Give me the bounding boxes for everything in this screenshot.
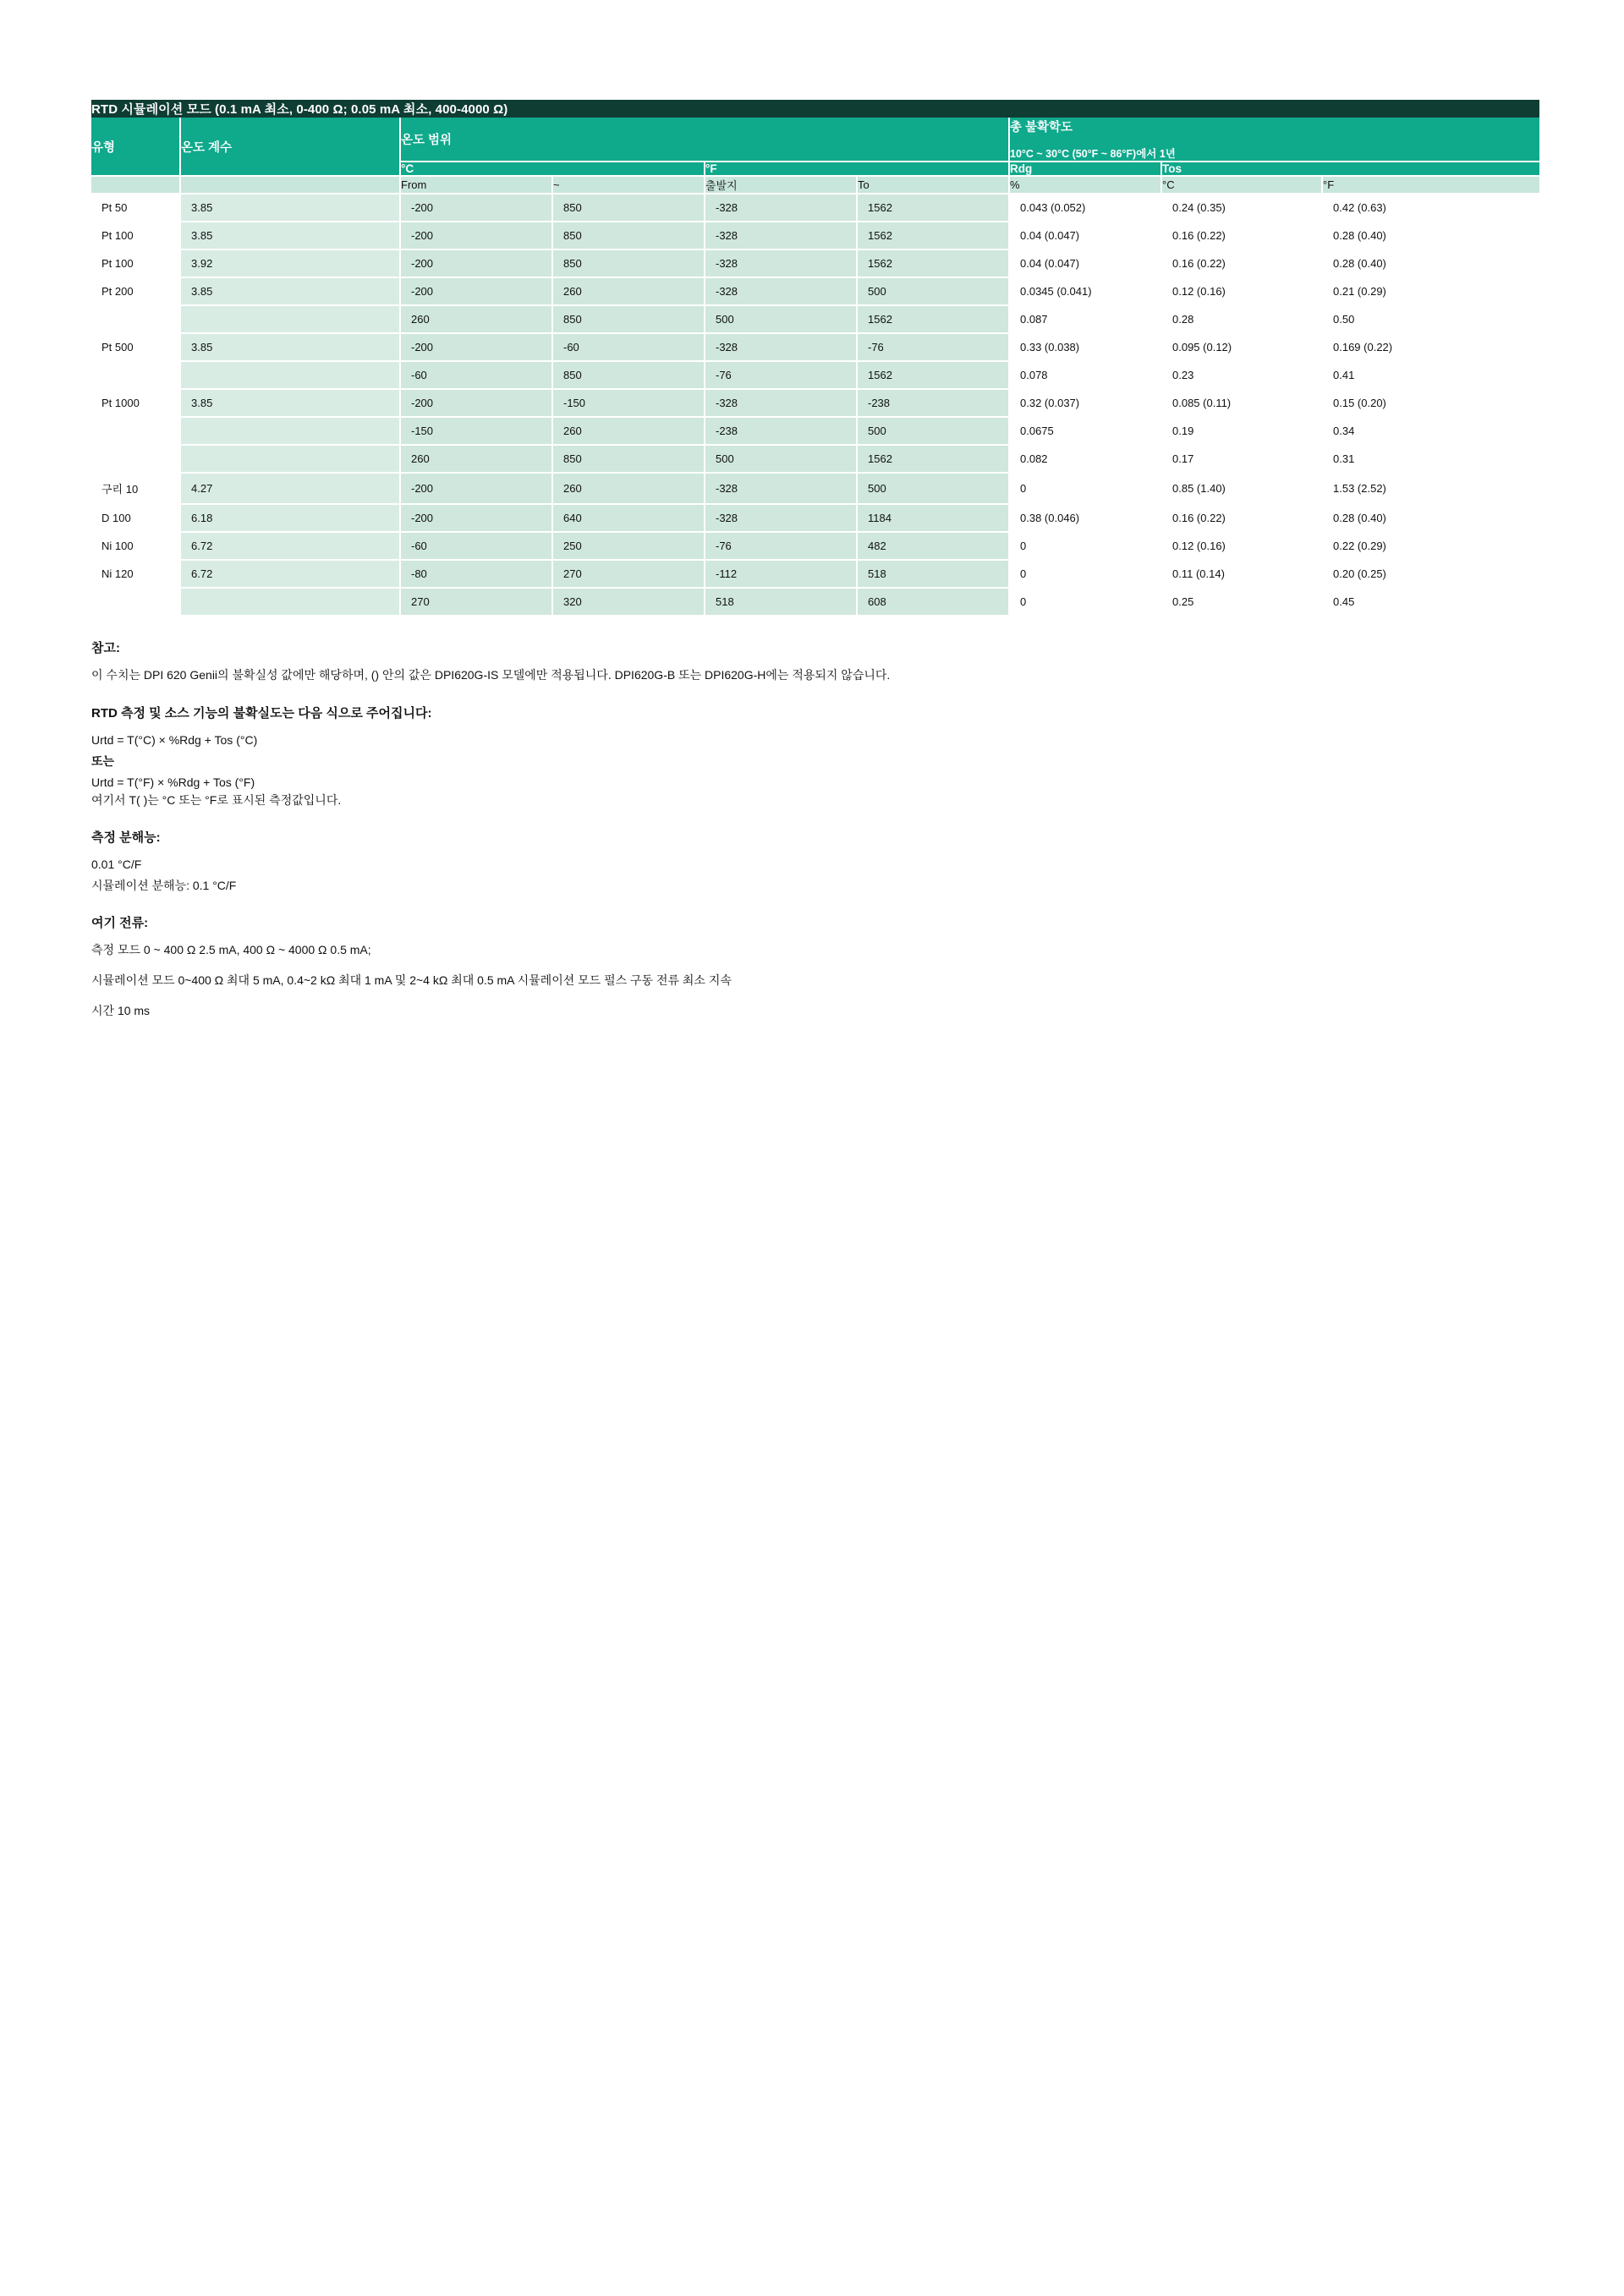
cell-tilde: 640 [552,504,705,532]
cell-start: -328 [705,473,857,504]
notes-paragraph-1: 이 수치는 DPI 620 Genii의 불확실성 값에만 해당하며, () 안의 값은 DPI620G-IS 모델에만 적용됩니다. DPI620G-B 또는 DPI620G-H에는 적용되지 않습니다. [91,668,891,682]
cell-type: Pt 200 [91,277,180,305]
header-total-uncertainty-sub: 10°C ~ 30°C (50°F ~ 86°F)에서 1년 [1010,148,1176,160]
cell-from: -200 [400,249,552,277]
cell-tilde: -150 [552,389,705,417]
cell-from: 270 [400,588,552,616]
cell-c: 0.16 (0.22) [1161,249,1322,277]
cell-start: -328 [705,249,857,277]
cell-percent: 0.04 (0.047) [1009,249,1161,277]
cell-percent: 0.043 (0.052) [1009,194,1161,222]
formula-or: 또는 [91,753,115,768]
cell-to: 500 [857,417,1009,445]
table-row [91,560,1539,588]
cell-tilde: 850 [552,305,705,333]
cell-start: -112 [705,560,857,588]
cell-percent: 0 [1009,532,1161,560]
cell-to: 500 [857,473,1009,504]
cell-start: 500 [705,305,857,333]
cell-coefficient [180,445,400,473]
page-content [91,100,1539,1032]
cell-to: -76 [857,333,1009,361]
header-type: 유형 [91,118,180,176]
cell-f: 0.20 (0.25) [1322,560,1539,588]
formula-note: 여기서 T( )는 °C 또는 °F로 표시된 측정값입니다. [91,792,342,807]
cell-c: 0.19 [1161,417,1322,445]
cell-start: -328 [705,222,857,249]
cell-to: 482 [857,532,1009,560]
table-title: RTD 시뮬레이션 모드 (0.1 mA 최소, 0-400 Ω; 0.05 mA 최소, 400-4000 Ω) [91,100,1539,118]
cell-start: -328 [705,504,857,532]
cell-tilde: 250 [552,532,705,560]
cell-coefficient: 3.85 [180,277,400,305]
cell-c: 0.23 [1161,361,1322,389]
cell-c: 0.16 (0.22) [1161,222,1322,249]
cell-type: Pt 100 [91,249,180,277]
cell-tilde: 850 [552,249,705,277]
cell-from: -200 [400,277,552,305]
table-row [91,305,1539,333]
cell-percent: 0.087 [1009,305,1161,333]
cell-coefficient: 3.92 [180,249,400,277]
table-header-row-1 [91,118,1539,162]
cell-c: 0.28 [1161,305,1322,333]
cell-c: 0.12 (0.16) [1161,532,1322,560]
table-row [91,588,1539,616]
table-row [91,361,1539,389]
subheader-f: °F [1322,176,1539,194]
header-total-uncertainty [1009,118,1539,162]
cell-coefficient [180,417,400,445]
subheader-tilde: ~ [552,176,705,194]
header-coefficient: 온도 계수 [180,118,400,176]
resolution-line-1: 0.01 °C/F [91,858,142,872]
header-temp-range: 온도 범위 [400,118,1009,162]
cell-f: 0.28 (0.40) [1322,249,1539,277]
cell-percent: 0.04 (0.047) [1009,222,1161,249]
table-row [91,194,1539,222]
cell-tilde: 260 [552,277,705,305]
cell-c: 0.17 [1161,445,1322,473]
table-row [91,417,1539,445]
cell-percent: 0.33 (0.038) [1009,333,1161,361]
cell-to: 500 [857,277,1009,305]
cell-from: -150 [400,417,552,445]
cell-percent: 0.0675 [1009,417,1161,445]
table-row [91,333,1539,361]
table-row [91,389,1539,417]
cell-from: -200 [400,222,552,249]
formula-line-1: Urtd = T(°C) × %Rdg + Tos (°C) [91,732,258,747]
table-row [91,277,1539,305]
table-row [91,473,1539,504]
header-tos: Tos [1161,162,1539,176]
cell-c: 0.095 (0.12) [1161,333,1322,361]
cell-start: -76 [705,361,857,389]
table-row [91,222,1539,249]
subheader-empty-type [91,176,180,194]
resolution-line-2: 시뮬레이션 분해능: 0.1 °C/F [91,879,237,893]
cell-coefficient: 6.72 [180,532,400,560]
cell-percent: 0.082 [1009,445,1161,473]
cell-f: 0.28 (0.40) [1322,504,1539,532]
cell-start: -76 [705,532,857,560]
table-row [91,445,1539,473]
formula-heading: RTD 측정 및 소스 기능의 불확실도는 다음 식으로 주어집니다: [91,705,432,721]
table-row [91,504,1539,532]
cell-type: Pt 50 [91,194,180,222]
excitation-heading: 여기 전류: [91,916,149,931]
cell-to: 518 [857,560,1009,588]
cell-tilde: 850 [552,194,705,222]
cell-f: 0.28 (0.40) [1322,222,1539,249]
cell-f: 0.45 [1322,588,1539,616]
cell-percent: 0 [1009,560,1161,588]
cell-start: -328 [705,277,857,305]
cell-from: -200 [400,504,552,532]
cell-percent: 0.0345 (0.041) [1009,277,1161,305]
header-celsius: °C [400,162,705,176]
cell-start: -328 [705,194,857,222]
cell-type: Pt 100 [91,222,180,249]
cell-type: D 100 [91,504,180,532]
subheader-to: To [857,176,1009,194]
cell-to: 1562 [857,249,1009,277]
subheader-c: °C [1161,176,1322,194]
cell-c: 0.24 (0.35) [1161,194,1322,222]
excitation-line-1: 측정 모드 0 ~ 400 Ω 2.5 mA, 400 Ω ~ 4000 Ω 0.5 mA; [91,943,371,957]
cell-coefficient: 4.27 [180,473,400,504]
cell-coefficient [180,361,400,389]
table-subheader-row [91,176,1539,194]
cell-c: 0.11 (0.14) [1161,560,1322,588]
cell-percent: 0.32 (0.037) [1009,389,1161,417]
cell-coefficient: 3.85 [180,333,400,361]
cell-from: -200 [400,333,552,361]
cell-c: 0.12 (0.16) [1161,277,1322,305]
cell-type: Ni 100 [91,532,180,560]
cell-type [91,588,180,616]
cell-percent: 0.078 [1009,361,1161,389]
rtd-simulation-mode-table [91,100,1539,616]
cell-type: Pt 500 [91,333,180,361]
cell-to: 1184 [857,504,1009,532]
cell-f: 0.21 (0.29) [1322,277,1539,305]
cell-c: 0.85 (1.40) [1161,473,1322,504]
cell-tilde: 270 [552,560,705,588]
cell-to: 1562 [857,222,1009,249]
cell-coefficient: 3.85 [180,222,400,249]
subheader-start: 출발지 [705,176,857,194]
cell-from: -200 [400,473,552,504]
cell-type: Ni 120 [91,560,180,588]
cell-to: 608 [857,588,1009,616]
cell-start: 500 [705,445,857,473]
cell-coefficient: 6.18 [180,504,400,532]
cell-coefficient [180,588,400,616]
cell-f: 0.22 (0.29) [1322,532,1539,560]
cell-coefficient: 3.85 [180,389,400,417]
subheader-from: From [400,176,552,194]
cell-tilde: 320 [552,588,705,616]
cell-f: 0.42 (0.63) [1322,194,1539,222]
cell-f: 0.15 (0.20) [1322,389,1539,417]
cell-type: Pt 1000 [91,389,180,417]
cell-from: -60 [400,361,552,389]
notes-heading: 참고: [91,641,120,655]
cell-c: 0.25 [1161,588,1322,616]
cell-start: -328 [705,389,857,417]
cell-coefficient: 6.72 [180,560,400,588]
cell-to: 1562 [857,194,1009,222]
excitation-line-2: 시뮬레이션 모드 0~400 Ω 최대 5 mA, 0.4~2 kΩ 최대 1 mA 및 2~4 kΩ 최대 0.5 mA 시뮬레이션 모드 펄스 구동 전류 최소 지속 [91,973,732,988]
cell-tilde: 850 [552,222,705,249]
cell-from: -200 [400,389,552,417]
resolution-heading: 측정 분해능: [91,830,161,846]
header-total-uncertainty-main: 총 불확학도 [1010,121,1073,134]
cell-to: 1562 [857,361,1009,389]
cell-type [91,305,180,333]
cell-percent: 0.38 (0.046) [1009,504,1161,532]
cell-from: -80 [400,560,552,588]
cell-start: 518 [705,588,857,616]
cell-percent: 0 [1009,473,1161,504]
subheader-percent: % [1009,176,1161,194]
cell-type [91,445,180,473]
cell-coefficient [180,305,400,333]
cell-f: 0.34 [1322,417,1539,445]
cell-f: 0.169 (0.22) [1322,333,1539,361]
cell-to: 1562 [857,445,1009,473]
cell-from: -60 [400,532,552,560]
subheader-empty-coef [180,176,400,194]
cell-tilde: 260 [552,417,705,445]
notes-section [91,638,1445,1020]
cell-type: 구리 10 [91,473,180,504]
cell-c: 0.085 (0.11) [1161,389,1322,417]
cell-start: -238 [705,417,857,445]
cell-f: 1.53 (2.52) [1322,473,1539,504]
table-row [91,532,1539,560]
formula-line-2: Urtd = T(°F) × %Rdg + Tos (°F) [91,775,255,789]
table-row [91,249,1539,277]
cell-tilde: 260 [552,473,705,504]
cell-from: 260 [400,305,552,333]
cell-tilde: 850 [552,445,705,473]
cell-f: 0.31 [1322,445,1539,473]
table-title-row [91,100,1539,118]
cell-tilde: -60 [552,333,705,361]
cell-type [91,361,180,389]
cell-type [91,417,180,445]
cell-tilde: 850 [552,361,705,389]
header-fahrenheit: °F [705,162,1009,176]
cell-f: 0.50 [1322,305,1539,333]
cell-to: 1562 [857,305,1009,333]
cell-percent: 0 [1009,588,1161,616]
cell-from: 260 [400,445,552,473]
cell-to: -238 [857,389,1009,417]
cell-coefficient: 3.85 [180,194,400,222]
cell-c: 0.16 (0.22) [1161,504,1322,532]
header-rdg: Rdg [1009,162,1161,176]
excitation-line-3: 시간 10 ms [91,1003,151,1017]
cell-start: -328 [705,333,857,361]
cell-from: -200 [400,194,552,222]
cell-f: 0.41 [1322,361,1539,389]
